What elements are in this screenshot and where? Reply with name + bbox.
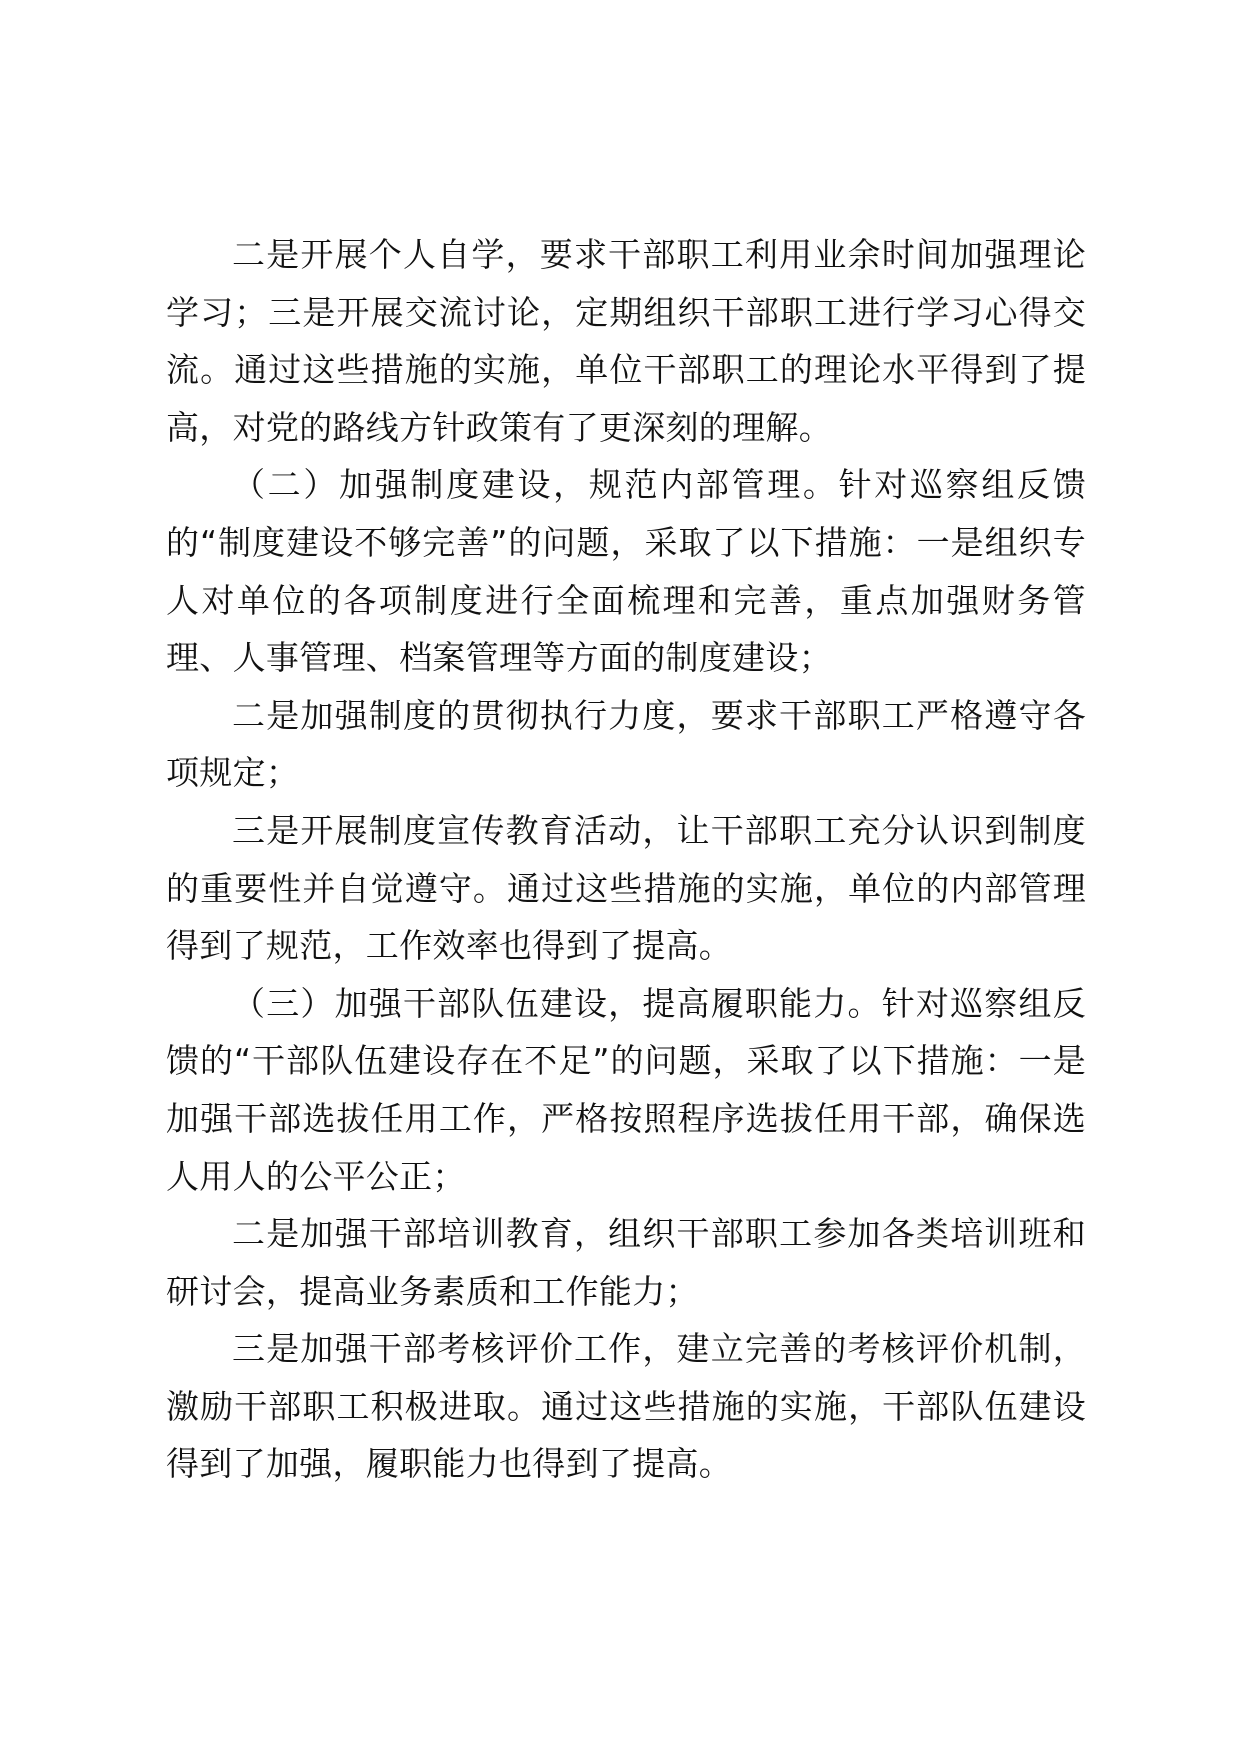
document-body bbox=[166, 226, 1086, 1493]
paragraph-cadre-training: 二是加强干部培训教育，组织干部职工参加各类培训班和研讨会，提高业务素质和工作能力； bbox=[166, 1214, 1086, 1311]
paragraph-system-building: （二）加强制度建设，规范内部管理。针对巡察组反馈的“制度建设不够完善”的问题，采取了以下措施：一是组织专人对单位的各项制度进行全面梳理和完善，重点加强财务管理、人事管理、档案管理等方面的制度建设； bbox=[166, 465, 1086, 678]
paragraph-cadre-evaluation: 三是加强干部考核评价工作，建立完善的考核评价机制，激励干部职工积极进取。通过这些措施的实施，干部队伍建设得到了加强，履职能力也得到了提高。 bbox=[166, 1329, 1086, 1484]
paragraph-cadre-building: （三）加强干部队伍建设，提高履职能力。针对巡察组反馈的“干部队伍建设存在不足”的问题，采取了以下措施：一是加强干部选拔任用工作，严格按照程序选拔任用干部，确保选人用人的公平公正； bbox=[166, 983, 1086, 1196]
paragraph-system-education: 三是开展制度宣传教育活动，让干部职工充分认识到制度的重要性并自觉遵守。通过这些措施的实施，单位的内部管理得到了规范，工作效率也得到了提高。 bbox=[166, 810, 1086, 966]
paragraph-self-study: 二是开展个人自学，要求干部职工利用业余时间加强理论学习；三是开展交流讨论，定期组织干部职工进行学习心得交流。通过这些措施的实施，单位干部职工的理论水平得到了提高，对党的路线方针政策有了更深刻的理解。 bbox=[166, 235, 1086, 447]
paragraph-system-enforcement: 二是加强制度的贯彻执行力度，要求干部职工严格遵守各项规定； bbox=[166, 695, 1086, 793]
